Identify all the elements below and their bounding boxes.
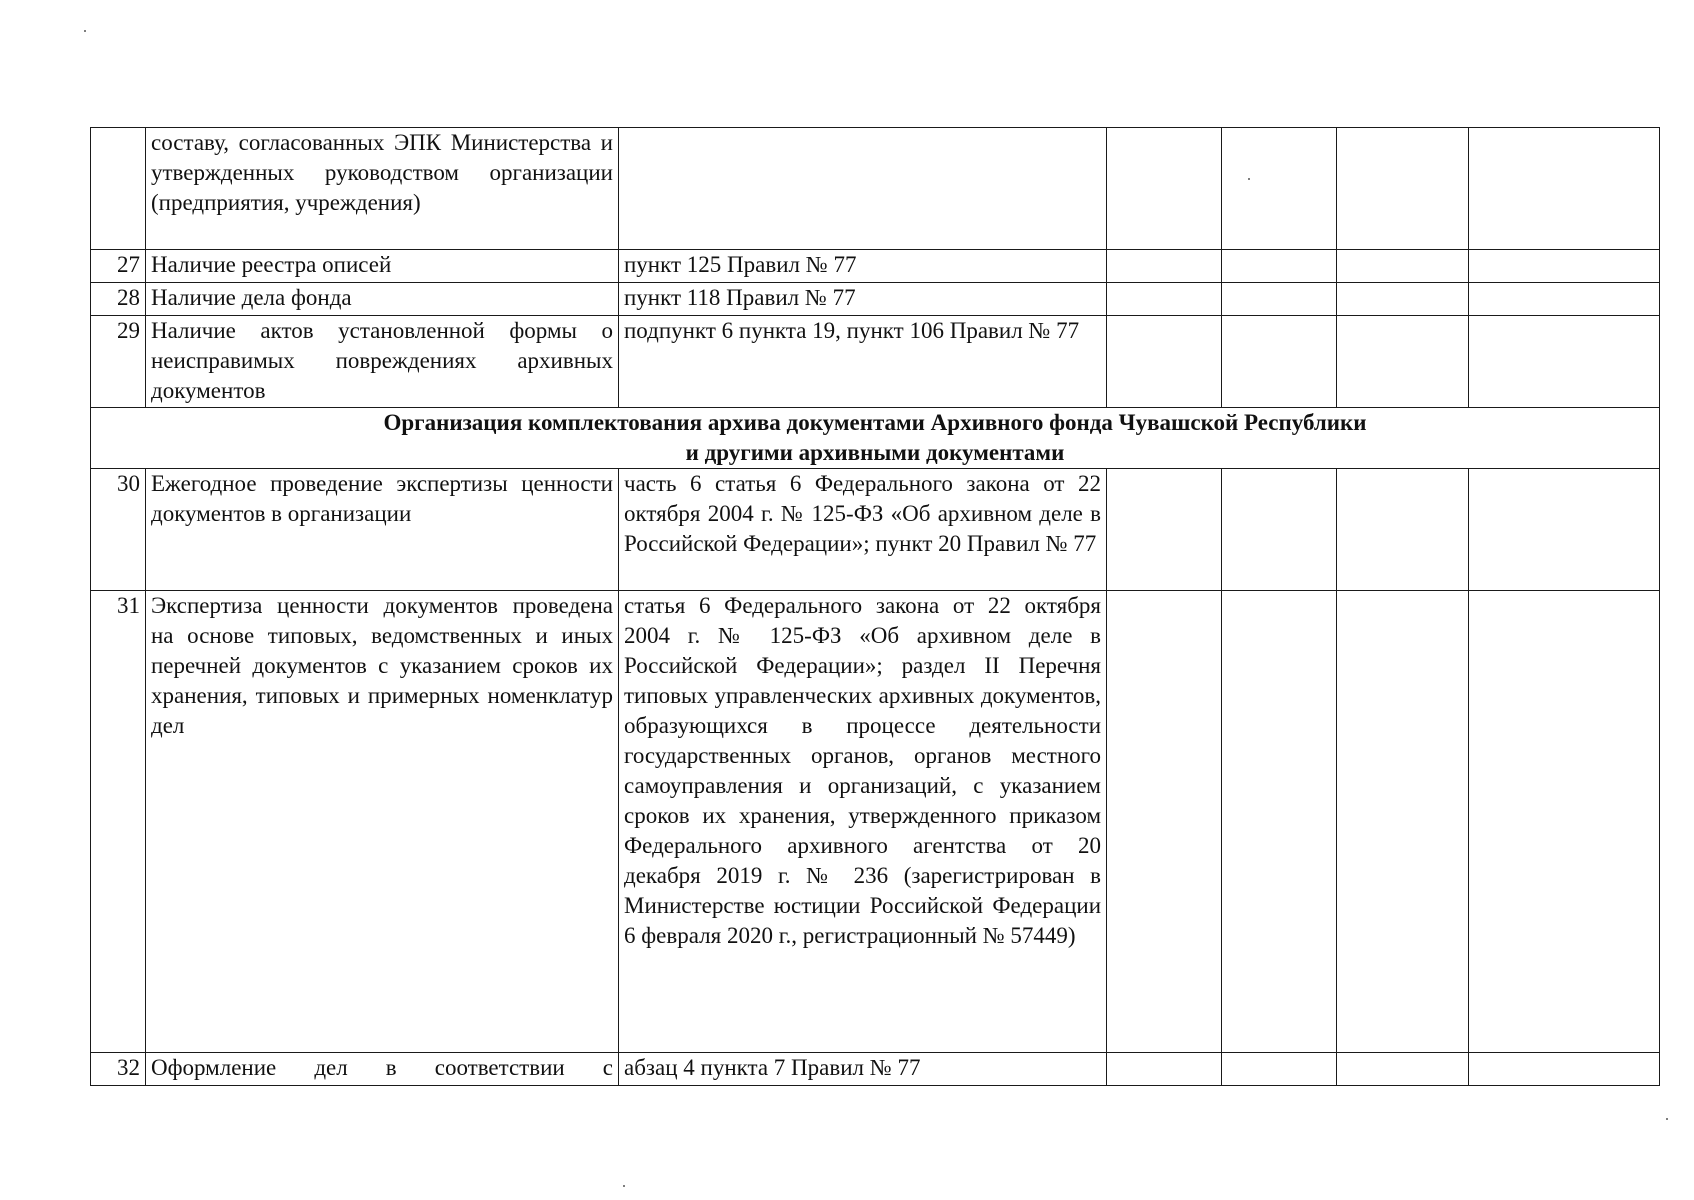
comment-cell xyxy=(1469,1053,1660,1086)
answer-cell xyxy=(1222,1053,1337,1086)
answer-cell xyxy=(1337,283,1469,316)
answer-cell xyxy=(1222,128,1337,250)
comment-cell xyxy=(1469,250,1660,283)
comment-cell xyxy=(1469,316,1660,408)
answer-cell xyxy=(1337,1053,1469,1086)
comment-cell xyxy=(1469,591,1660,1053)
requirement-cell: Ежегодное проведение экспертизы ценности документов в организации xyxy=(146,469,619,591)
row-number xyxy=(91,128,146,250)
answer-cell xyxy=(1107,591,1222,1053)
table-row xyxy=(91,469,1660,591)
legal-basis-cell xyxy=(619,128,1107,250)
checklist-table xyxy=(90,127,1660,1086)
row-number: 28 xyxy=(91,283,146,316)
answer-cell xyxy=(1337,128,1469,250)
section-heading xyxy=(91,408,1660,469)
scan-speck xyxy=(1666,1118,1668,1120)
requirement-cell: Наличие актов установленной формы о неисправимых повреждениях архивных документов xyxy=(146,316,619,408)
table-row xyxy=(91,128,1660,250)
answer-cell xyxy=(1107,1053,1222,1086)
answer-cell xyxy=(1107,250,1222,283)
row-number: 29 xyxy=(91,316,146,408)
section-heading-line-2: и другими архивными документами xyxy=(685,440,1065,465)
answer-cell xyxy=(1337,591,1469,1053)
row-number: 32 xyxy=(91,1053,146,1086)
requirement-cell: Наличие дела фонда xyxy=(146,283,619,316)
table-row xyxy=(91,250,1660,283)
requirement-cell: составу, согласованных ЭПК Министерства и утвержденных руководством организации (предприятия, учреждения) xyxy=(146,128,619,250)
answer-cell xyxy=(1222,283,1337,316)
answer-cell xyxy=(1337,316,1469,408)
requirement-cell: Экспертиза ценности документов проведена на основе типовых, ведомственных и иных перечней документов с указанием сроков их хранения, типовых и примерных номенклатур дел xyxy=(146,591,619,1053)
legal-basis-cell: пункт 118 Правил № 77 xyxy=(619,283,1107,316)
comment-cell xyxy=(1469,283,1660,316)
comment-cell xyxy=(1469,469,1660,591)
answer-cell xyxy=(1337,469,1469,591)
scan-speck xyxy=(84,30,86,32)
scan-speck xyxy=(623,1185,625,1187)
table-row xyxy=(91,591,1660,1053)
row-number: 27 xyxy=(91,250,146,283)
table-row xyxy=(91,1053,1660,1086)
answer-cell xyxy=(1222,316,1337,408)
legal-basis-cell: подпункт 6 пункта 19, пункт 106 Правил № 77 xyxy=(619,316,1107,408)
requirement-cell: Наличие реестра описей xyxy=(146,250,619,283)
legal-basis-cell: абзац 4 пункта 7 Правил № 77 xyxy=(619,1053,1107,1086)
table-row xyxy=(91,283,1660,316)
row-number: 31 xyxy=(91,591,146,1053)
table-row xyxy=(91,316,1660,408)
requirement-cell: Оформление дел в соответствии с xyxy=(146,1053,619,1086)
answer-cell xyxy=(1337,250,1469,283)
section-header-row xyxy=(91,408,1660,469)
answer-cell xyxy=(1222,250,1337,283)
answer-cell xyxy=(1222,591,1337,1053)
legal-basis-cell: часть 6 статья 6 Федерального закона от 22 октября 2004 г. № 125-ФЗ «Об архивном деле в Российской Федерации»; пункт 20 Правил № 77 xyxy=(619,469,1107,591)
answer-cell xyxy=(1107,316,1222,408)
row-number: 30 xyxy=(91,469,146,591)
answer-cell xyxy=(1107,469,1222,591)
answer-cell xyxy=(1107,283,1222,316)
legal-basis-cell: пункт 125 Правил № 77 xyxy=(619,250,1107,283)
answer-cell xyxy=(1222,469,1337,591)
comment-cell xyxy=(1469,128,1660,250)
legal-basis-cell: статья 6 Федерального закона от 22 октября 2004 г. № 125-ФЗ «Об архивном деле в Российской Федерации»; раздел II Перечня типовых управленческих архивных документов, образующихся в процессе деятельности государственных органов, органов местного самоуправления и организаций, с указанием сроков их хранения, утвержденного приказом Федерального архивного агентства от 20 декабря 2019 г. № 236 (зарегистрирован в Министерстве юстиции Российской Федерации 6 февраля 2020 г., регистрационный № 57449) xyxy=(619,591,1107,1053)
section-heading-line-1: Организация комплектования архива документами Архивного фонда Чувашской Республики xyxy=(383,410,1367,435)
answer-cell xyxy=(1107,128,1222,250)
